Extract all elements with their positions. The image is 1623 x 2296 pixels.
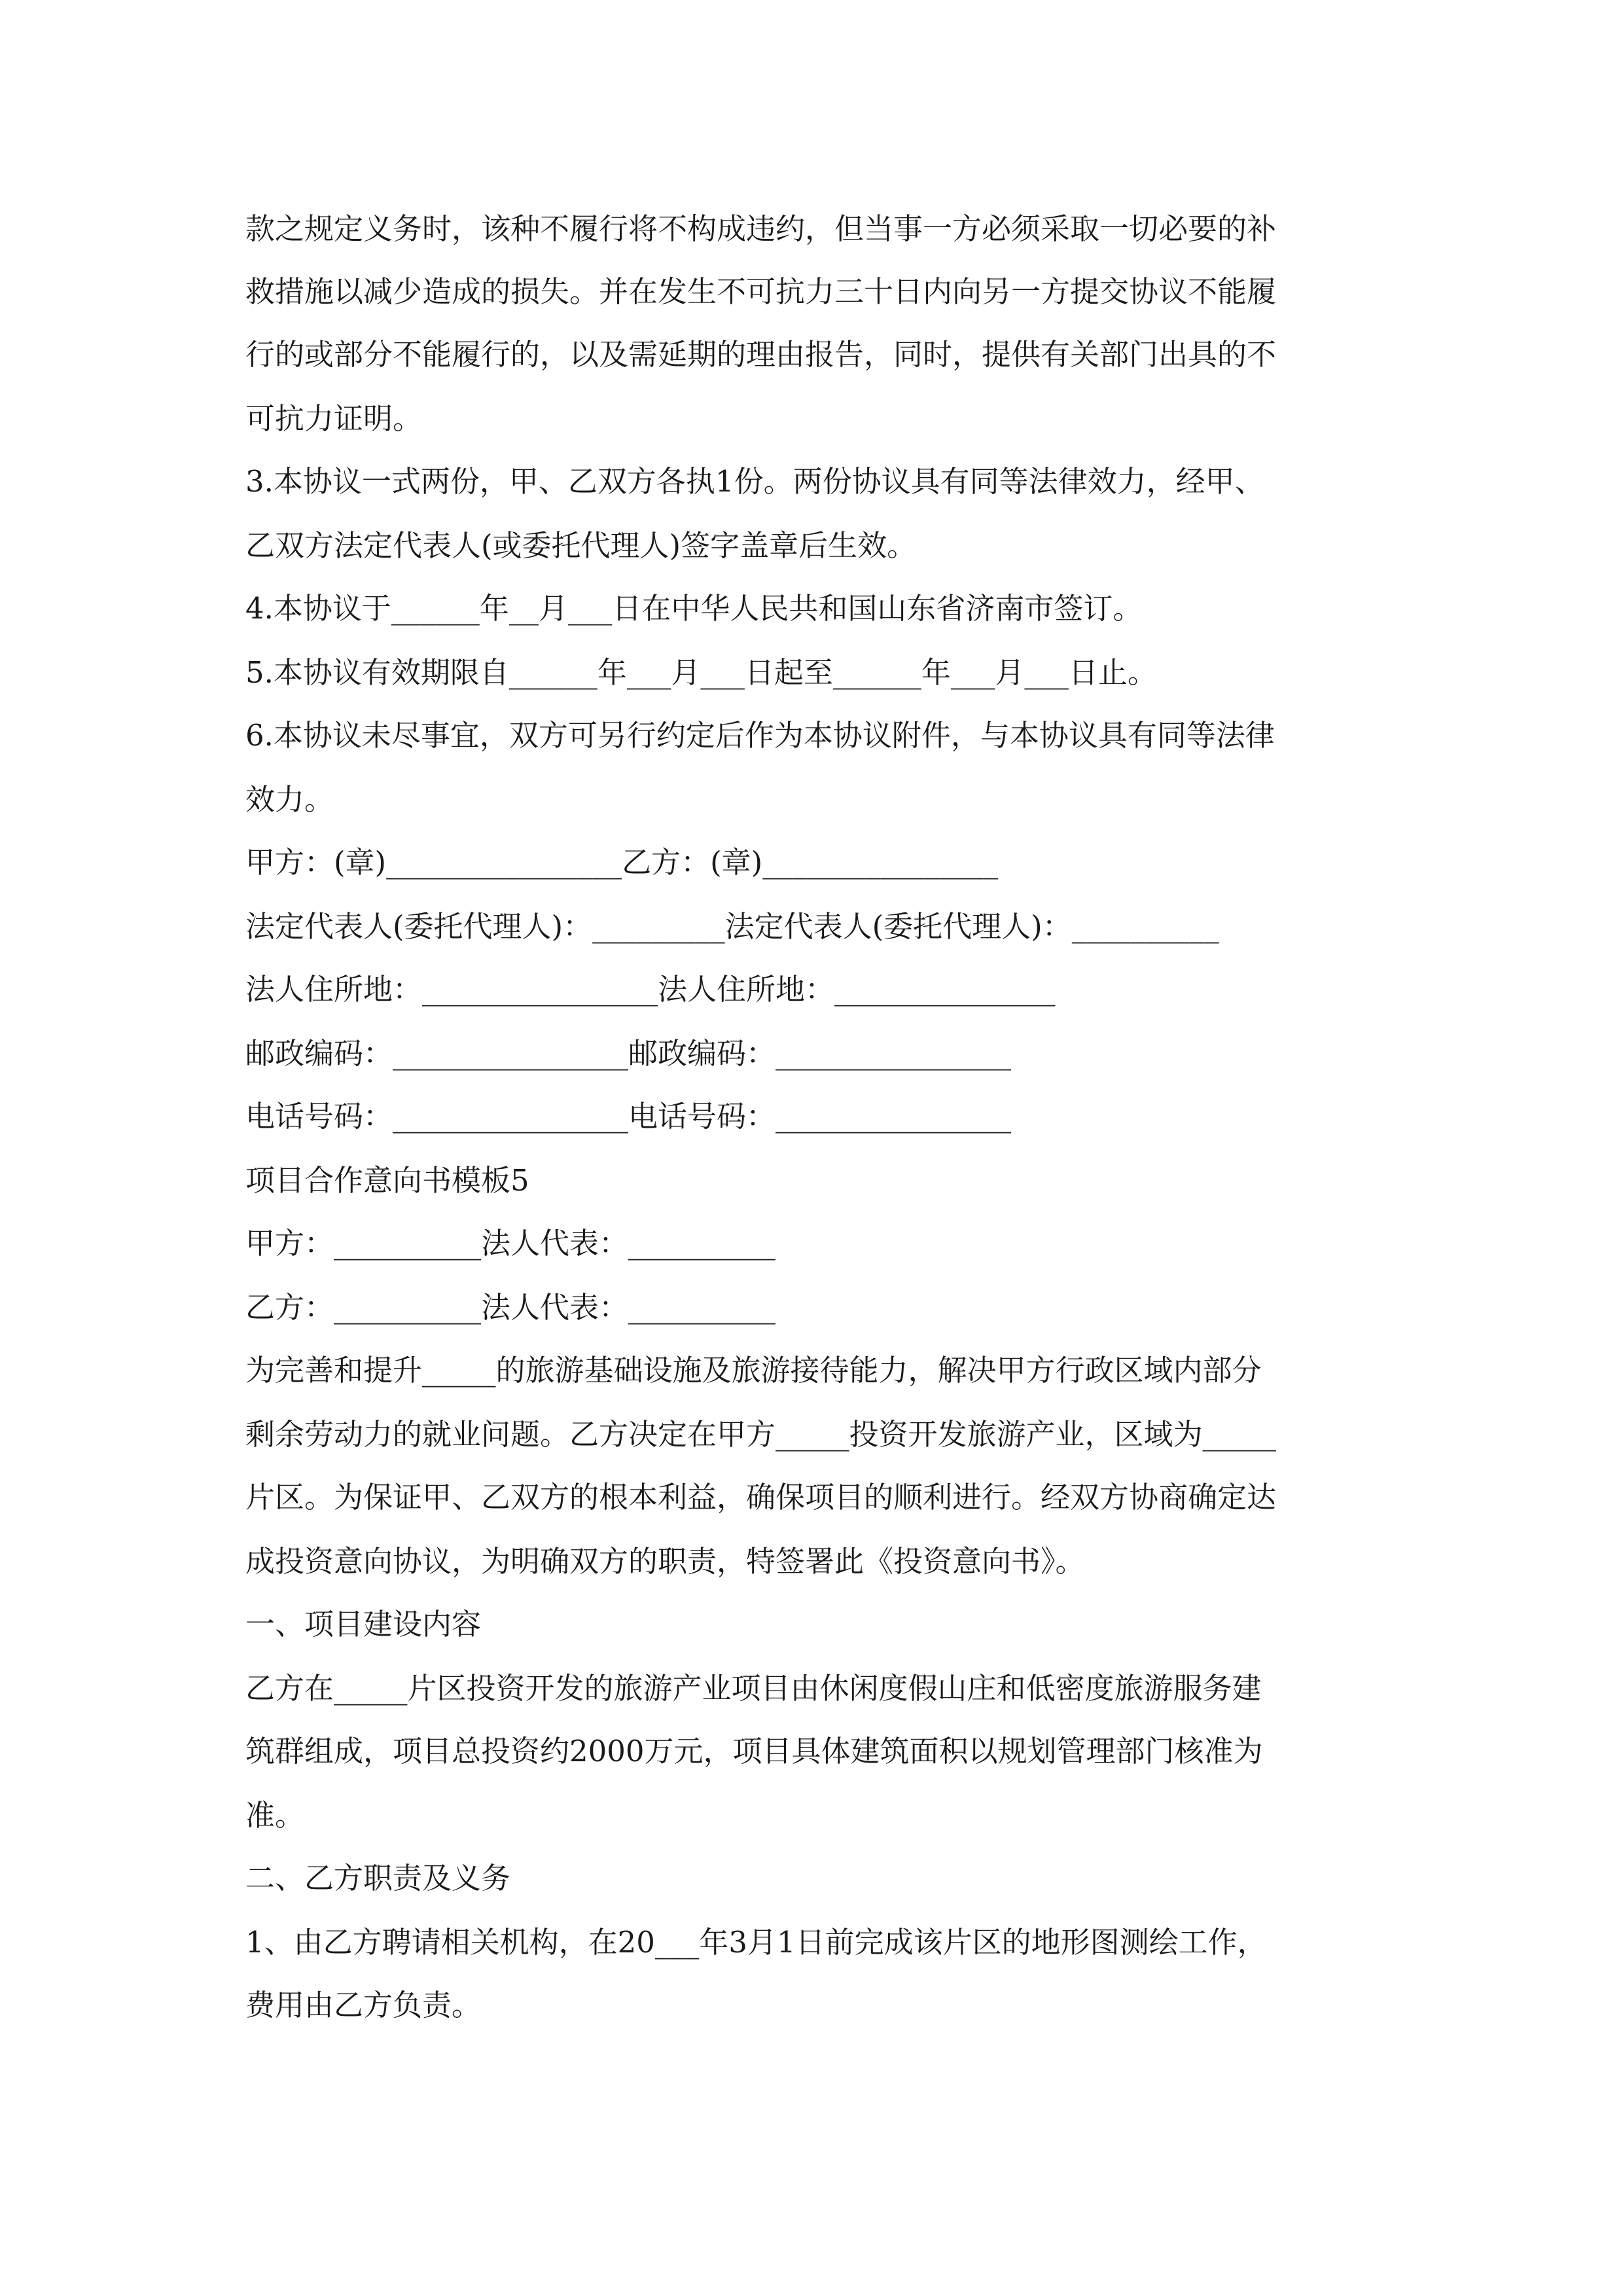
paragraph-line: 款之规定义务时，该种不履行将不构成违约，但当事一方必须采取一切必要的补 <box>245 211 1277 246</box>
signature-line: 电话号码：________________电话号码：________________ <box>245 1099 1012 1134</box>
section-heading: 一、项目建设内容 <box>245 1607 482 1641</box>
paragraph-line: 剩余劳动力的就业问题。乙方决定在甲方_____投资开发旅游产业，区域为_____ <box>245 1417 1277 1452</box>
paragraph-line: 6.本协议未尽事宜，双方可另行约定后作为本协议附件，与本协议具有同等法律 <box>245 718 1275 753</box>
paragraph-line: 5.本协议有效期限自______年___月___日起至______年___月___日止。 <box>245 655 1157 690</box>
signature-line: 邮政编码：________________邮政编码：________________ <box>245 1036 1012 1071</box>
party-line: 甲方：__________法人代表：__________ <box>245 1226 776 1261</box>
signature-line: 法定代表人(委托代理人)：_________法定代表人(委托代理人)：__________ <box>245 909 1219 944</box>
paragraph-line: 行的或部分不能履行的，以及需延期的理由报告，同时，提供有关部门出具的不 <box>245 337 1277 372</box>
paragraph-line: 1、由乙方聘请相关机构，在20___年3月1日前完成该片区的地形图测绘工作， <box>245 1925 1267 1960</box>
section-heading: 二、乙方职责及义务 <box>245 1861 511 1895</box>
signature-line: 甲方：(章)________________乙方：(章)________________ <box>245 845 999 880</box>
paragraph-line: 乙方在_____片区投资开发的旅游产业项目由休闲度假山庄和低密度旅游服务建 <box>245 1671 1262 1706</box>
paragraph-line: 乙双方法定代表人(或委托代理人)签字盖章后生效。 <box>245 528 917 563</box>
signature-line: 法人住所地：________________法人住所地：_______________ <box>245 972 1056 1007</box>
section-title: 项目合作意向书模板5 <box>245 1163 529 1198</box>
paragraph-line: 救措施以减少造成的损失。并在发生不可抗力三十日内向另一方提交协议不能履 <box>245 274 1277 309</box>
paragraph-line: 筑群组成，项目总投资约2000万元，项目具体建筑面积以规划管理部门核准为 <box>245 1734 1263 1768</box>
paragraph-line: 3.本协议一式两份，甲、乙双方各执1份。两份协议具有同等法律效力，经甲、 <box>245 464 1264 499</box>
paragraph-line: 4.本协议于______年__月___日在中华人民共和国山东省济南市签订。 <box>245 591 1143 626</box>
paragraph-line: 准。 <box>245 1798 305 1833</box>
party-line: 乙方：__________法人代表：__________ <box>245 1290 776 1325</box>
paragraph-line: 片区。为保证甲、乙双方的根本利益，确保项目的顺利进行。经双方协商确定达 <box>245 1480 1277 1515</box>
paragraph-line: 效力。 <box>245 782 334 817</box>
paragraph-line: 费用由乙方负责。 <box>245 1988 482 2022</box>
paragraph-line: 可抗力证明。 <box>245 401 423 436</box>
paragraph-line: 为完善和提升_____的旅游基础设施及旅游接待能力，解决甲方行政区域内部分 <box>245 1353 1262 1388</box>
paragraph-line: 成投资意向协议，为明确双方的职责，特签署此《投资意向书》。 <box>245 1544 1085 1579</box>
